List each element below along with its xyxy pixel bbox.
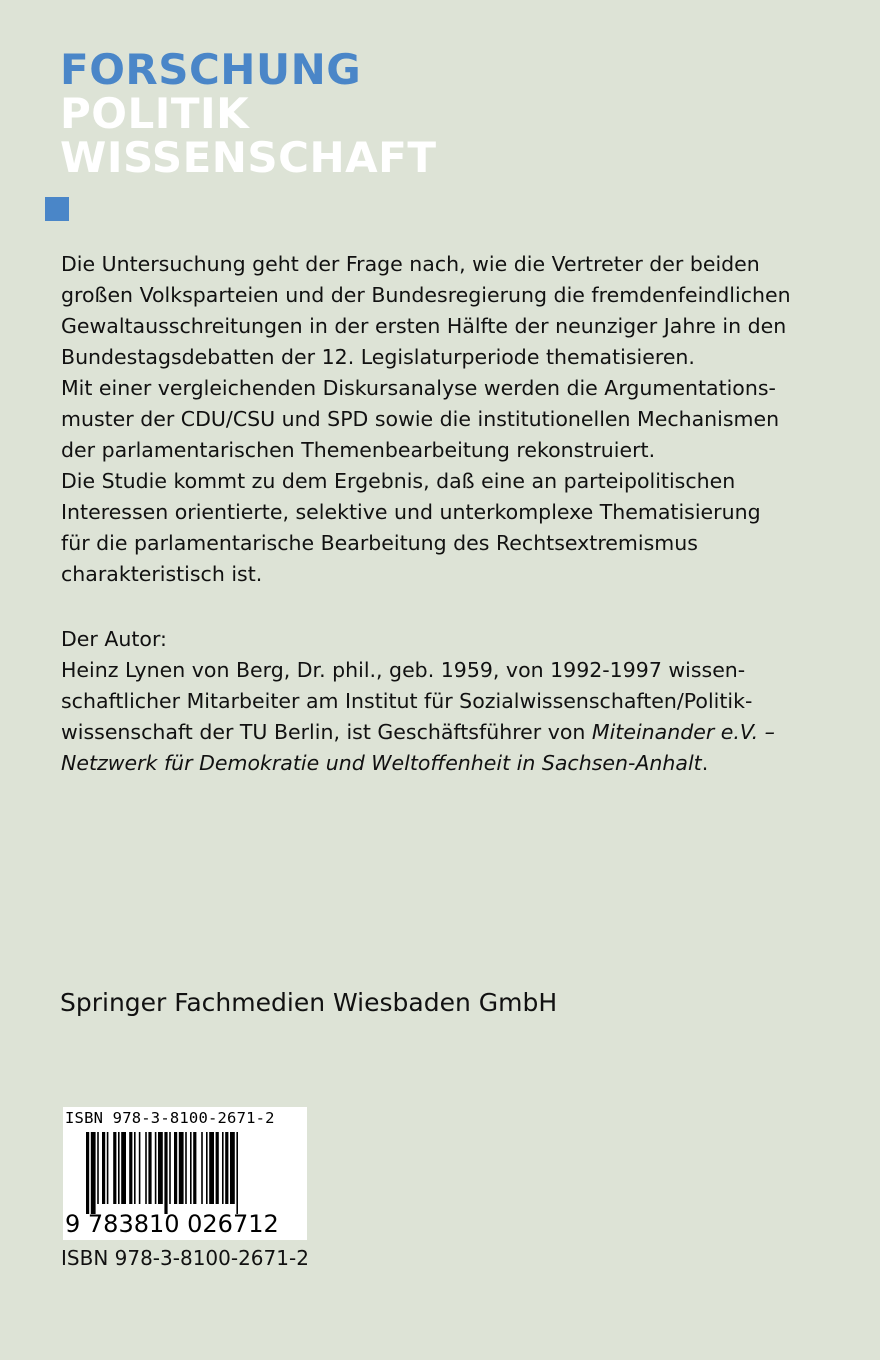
barcode-bar (158, 1132, 163, 1204)
barcode-bar (86, 1132, 89, 1214)
abstract-line: Die Studie kommt zu dem Ergebnis, daß eine an parteipolitischen (61, 469, 736, 493)
barcode-bar (148, 1132, 151, 1204)
abstract-line: Mit einer vergleichenden Diskursanalyse werden die Argumentations- (61, 376, 776, 400)
author-line (61, 717, 851, 748)
barcode-bar (134, 1132, 136, 1204)
author-heading: Der Autor: (61, 627, 167, 651)
barcode-bar (169, 1132, 171, 1204)
barcode (63, 1107, 307, 1240)
barcode-bar (174, 1132, 177, 1204)
barcode-bar (97, 1132, 99, 1204)
abstract-line: Bundestagsdebatten der 12. Legislaturperiode thematisieren. (61, 345, 695, 369)
author-line (61, 748, 851, 779)
barcode-bar (107, 1132, 109, 1204)
barcode-bar (91, 1132, 96, 1214)
barcode-digits: 9 783810 026712 (65, 1210, 279, 1238)
barcode-isbn-text: ISBN 978-3-8100-2671-2 (65, 1109, 275, 1127)
author-line-plain: wissenschaft der TU Berlin, ist Geschäftsführer von (61, 720, 592, 744)
publisher: Springer Fachmedien Wiesbaden GmbH (60, 988, 558, 1017)
author-line-end: . (701, 751, 709, 775)
barcode-bar (230, 1132, 235, 1204)
barcode-bar (179, 1132, 184, 1204)
barcode-bar (209, 1132, 214, 1204)
barcode-bar (145, 1132, 147, 1204)
abstract-line: Interessen orientierte, selektive und unterkomplexe Thematisierung (61, 500, 761, 524)
barcode-bar (222, 1132, 224, 1204)
barcode-bar (102, 1132, 105, 1204)
abstract-line: für die parlamentarische Bearbeitung des Rechtsextremismus (61, 531, 698, 555)
series-line-politik: POLITIK (60, 89, 250, 138)
series-line-wissenschaft: WISSENSCHAFT (60, 133, 437, 182)
barcode-bar (129, 1132, 132, 1204)
author-line: Heinz Lynen von Berg, Dr. phil., geb. 1959, von 1992-1997 wissen- (61, 658, 746, 682)
barcode-bars (86, 1132, 286, 1214)
barcode-bar (113, 1132, 116, 1204)
barcode-bar (164, 1132, 167, 1214)
isbn: ISBN 978-3-8100-2671-2 (61, 1246, 309, 1270)
abstract-line: Die Untersuchung geht der Frage nach, wie die Vertreter der beiden (61, 252, 760, 276)
barcode-bar (121, 1132, 126, 1204)
barcode-bar (185, 1132, 187, 1204)
barcode-bar (216, 1132, 219, 1204)
series-title (60, 45, 437, 182)
author-line-italic: Miteinander e.V. – (591, 720, 775, 744)
barcode-bar (118, 1132, 120, 1204)
barcode-bar (236, 1132, 238, 1214)
series-square-icon (45, 197, 69, 221)
abstract-line: Gewaltausschreitungen in der ersten Hälfte der neunziger Jahre in den (61, 314, 787, 338)
series-line-forschung: FORSCHUNG (60, 45, 362, 94)
barcode-bar (193, 1132, 196, 1204)
abstract-line: muster der CDU/CSU und SPD sowie die institutionellen Mechanismen (61, 407, 780, 431)
barcode-bar (190, 1132, 192, 1204)
author-line: schaftlicher Mitarbeiter am Institut für Sozialwissenschaften/Politik- (61, 689, 753, 713)
barcode-bar (155, 1132, 157, 1204)
barcode-bar (201, 1132, 203, 1204)
abstract-line: der parlamentarischen Themenbearbeitung rekonstruiert. (61, 438, 656, 462)
barcode-bar (225, 1132, 228, 1204)
barcode-bar (206, 1132, 208, 1204)
author-bio (61, 624, 851, 779)
abstract-line: großen Volksparteien und der Bundesregierung die fremdenfeindlichen (61, 283, 791, 307)
author-line-italic: Netzwerk für Demokratie und Weltoffenheit in Sachsen-Anhalt (61, 751, 702, 775)
abstract-line: charakteristisch ist. (61, 562, 263, 586)
barcode-bar (139, 1132, 141, 1204)
abstract-text (61, 249, 851, 590)
